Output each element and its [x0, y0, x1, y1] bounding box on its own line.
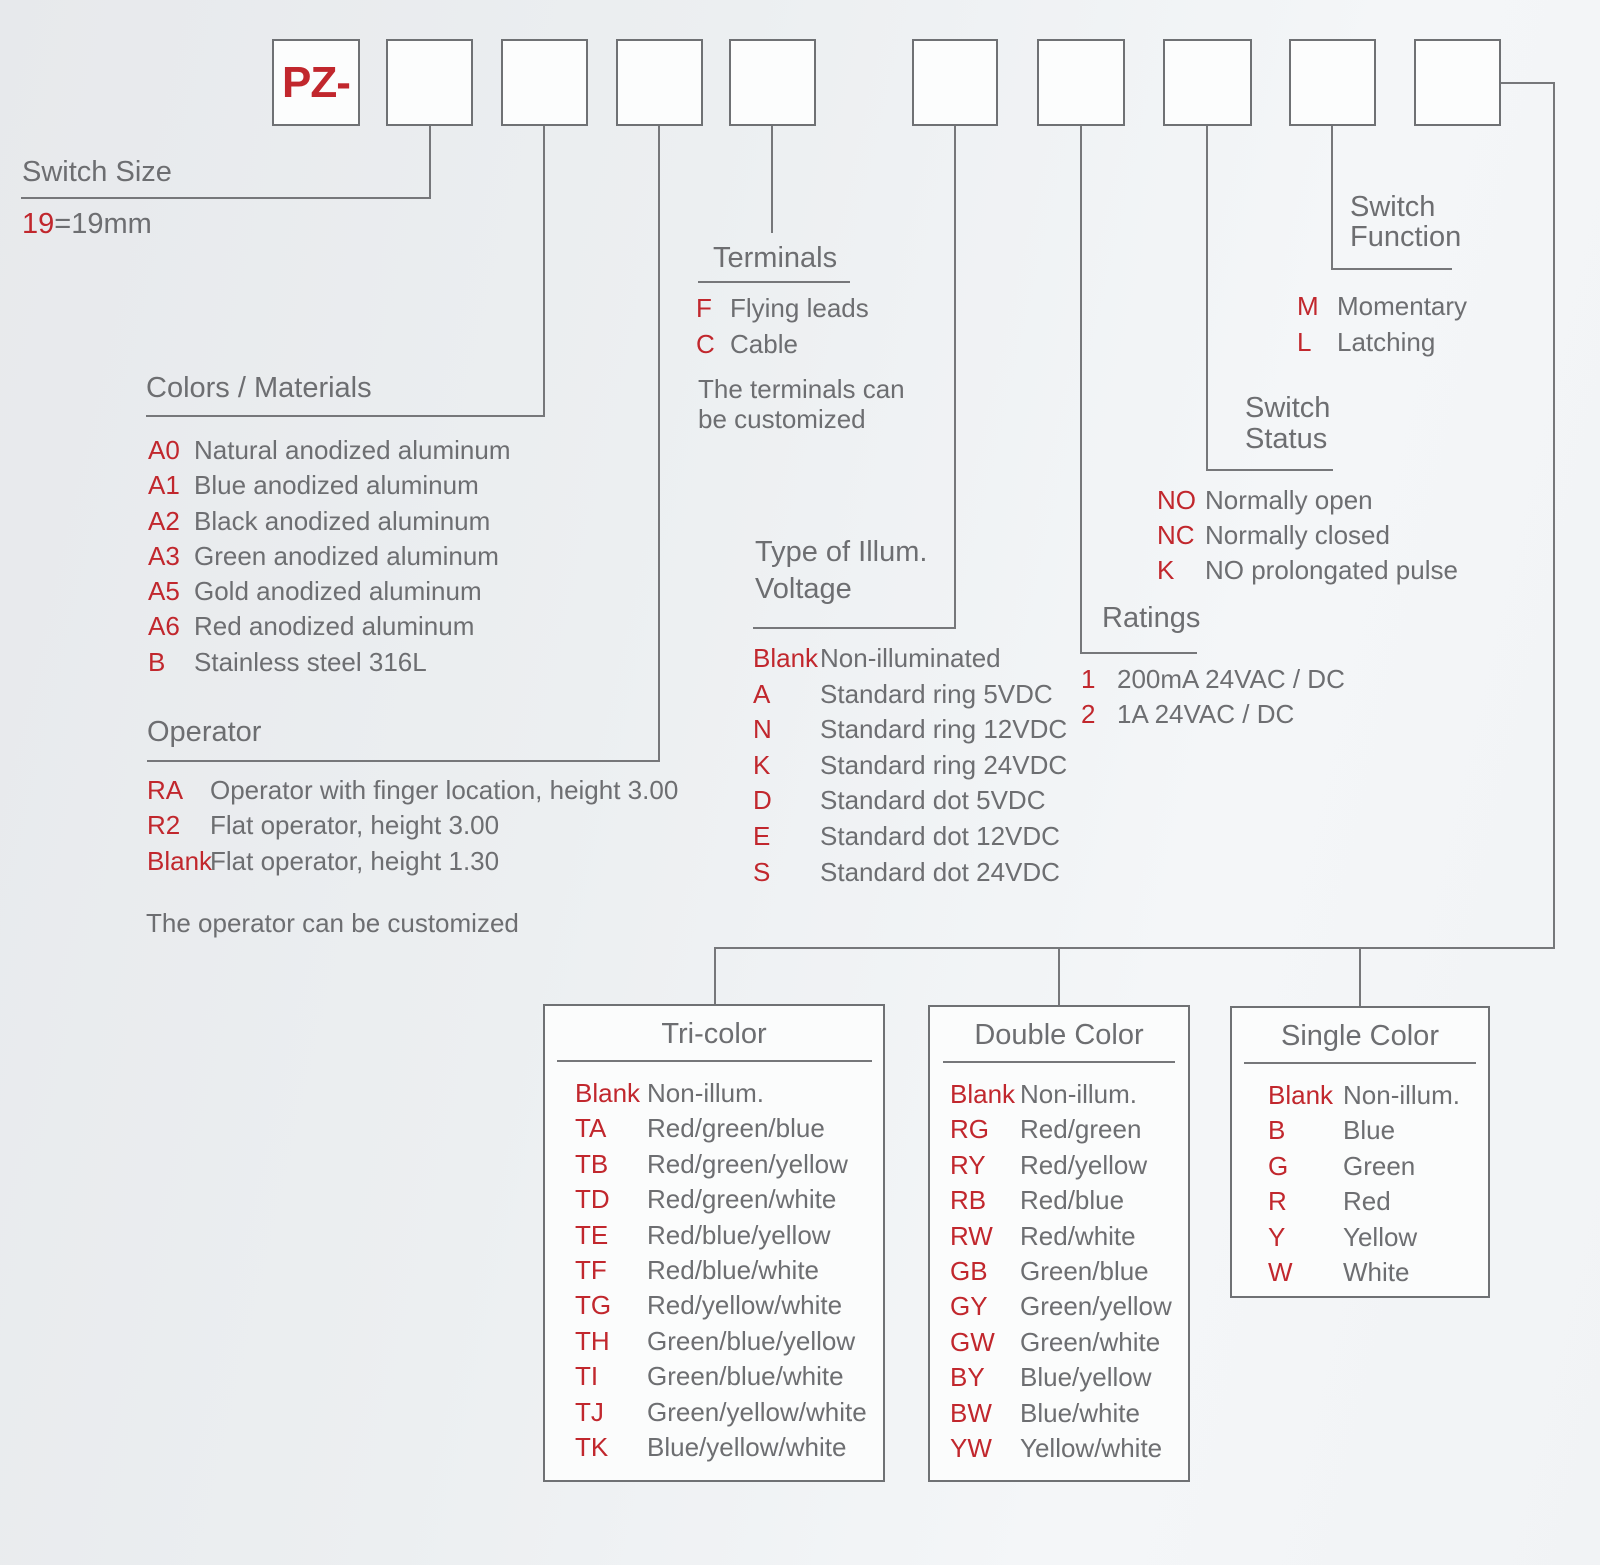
list-item — [1268, 1149, 1488, 1184]
list-item — [1157, 553, 1458, 588]
list-item — [1268, 1220, 1488, 1255]
list-item — [575, 1253, 883, 1288]
code-cell: A0 — [148, 435, 180, 465]
desc-cell: Green — [1343, 1150, 1416, 1181]
list-item — [950, 1183, 1188, 1218]
code-cell: Blank — [575, 1078, 641, 1108]
list-item — [148, 504, 511, 539]
prefix-box — [272, 39, 360, 126]
list-item — [148, 574, 511, 609]
code-cell: RG — [950, 1114, 989, 1145]
code-cell: RY — [950, 1149, 986, 1180]
code-cell: M — [1297, 291, 1319, 321]
desc-cell: Standard dot 12VDC — [820, 820, 1060, 851]
code-cell: YW — [950, 1433, 992, 1464]
code-cell: GB — [950, 1256, 988, 1287]
code-cell: BY — [950, 1362, 985, 1393]
desc-cell: Flying leads — [730, 293, 869, 323]
terminals-note-line2: be customized — [698, 404, 866, 434]
connector-color-group-right-v — [1553, 82, 1555, 949]
code-placeholder-box-7 — [1163, 39, 1252, 126]
double-color-box — [928, 1005, 1190, 1482]
single-color-title-underline — [1244, 1062, 1476, 1064]
list-item — [1157, 483, 1458, 518]
desc-cell: Green/blue/yellow — [647, 1325, 856, 1356]
desc-cell: Yellow — [1343, 1221, 1418, 1252]
list-item — [575, 1218, 883, 1253]
code-placeholder-box-5 — [912, 39, 998, 126]
desc-cell: Normally open — [1205, 485, 1373, 515]
list-item — [950, 1148, 1188, 1183]
connector-switch-size-v — [429, 126, 431, 197]
list-item — [696, 326, 869, 362]
code-cell: TH — [575, 1325, 610, 1356]
code-placeholder-box-1 — [386, 39, 473, 126]
ratings-list — [1081, 662, 1345, 731]
code-cell: E — [753, 820, 771, 851]
code-cell: R2 — [147, 810, 181, 841]
list-item — [147, 773, 678, 808]
list-item — [950, 1254, 1188, 1289]
operator-note: The operator can be customized — [146, 908, 519, 938]
code-cell: Y — [1268, 1221, 1286, 1252]
list-item — [1081, 697, 1345, 732]
list-item — [575, 1359, 883, 1394]
connector-terminals-v — [771, 126, 773, 233]
code-cell: A — [753, 678, 771, 709]
list-item — [950, 1325, 1188, 1360]
code-cell: K — [1157, 555, 1175, 586]
code-cell: TJ — [575, 1396, 604, 1427]
connector-color-group-elbow — [1501, 82, 1553, 84]
list-item — [753, 712, 1067, 748]
desc-cell: Cable — [730, 329, 798, 359]
code-cell: C — [696, 329, 715, 359]
list-item — [1268, 1113, 1488, 1148]
code-cell: R — [1268, 1186, 1287, 1217]
code-placeholder-box-2 — [501, 39, 588, 126]
code-cell: 1 — [1081, 664, 1096, 694]
connector-function-v — [1331, 126, 1333, 268]
list-item — [696, 290, 869, 326]
list-item — [575, 1395, 883, 1430]
list-item — [1268, 1184, 1488, 1219]
list-item — [148, 433, 511, 468]
terminals-title-underline — [698, 281, 850, 283]
desc-cell: Momentary — [1337, 291, 1468, 321]
desc-cell: Blue/yellow/white — [647, 1432, 847, 1463]
code-cell: TA — [575, 1113, 607, 1144]
colors-materials-title: Colors / Materials — [146, 372, 372, 404]
list-item — [1081, 662, 1345, 697]
desc-cell: Green/yellow — [1020, 1291, 1172, 1322]
desc-cell: Blue/yellow — [1020, 1362, 1152, 1393]
connector-colors-v — [543, 126, 545, 415]
code-cell: BW — [950, 1397, 992, 1428]
code-cell: 2 — [1081, 698, 1096, 729]
code-cell: RW — [950, 1220, 993, 1251]
single-color-box — [1230, 1006, 1490, 1298]
desc-cell: Non-illuminated — [820, 643, 1001, 673]
list-item — [950, 1431, 1188, 1466]
code-cell: Blank — [147, 845, 213, 876]
function-title-line1: Switch — [1350, 191, 1436, 223]
connector-tri-color-drop — [714, 947, 716, 1006]
desc-cell: Red/green/yellow — [647, 1148, 848, 1179]
tri-color-title-underline — [557, 1060, 872, 1062]
desc-cell: Non-illum. — [1343, 1080, 1461, 1110]
code-cell: Blank — [950, 1079, 1016, 1109]
desc-cell: NO prolongated pulse — [1205, 555, 1458, 586]
list-item — [950, 1219, 1188, 1254]
connector-single-color-drop — [1359, 947, 1361, 1008]
list-item — [753, 748, 1067, 784]
connector-color-group-bottom-h — [714, 947, 1555, 949]
desc-cell: Blue anodized aluminum — [194, 470, 479, 501]
code-cell: N — [753, 714, 772, 745]
desc-cell: Standard ring 5VDC — [820, 678, 1053, 709]
code-placeholder-box-6 — [1037, 39, 1125, 126]
list-item — [148, 468, 511, 503]
desc-cell: Red/green/blue — [647, 1113, 825, 1144]
desc-cell: Gold anodized aluminum — [194, 576, 482, 607]
tri-color-list — [545, 1076, 883, 1465]
list-item — [1268, 1255, 1488, 1290]
code-cell: A6 — [148, 611, 180, 642]
desc-cell: Green anodized aluminum — [194, 540, 499, 571]
code-cell: TF — [575, 1255, 607, 1286]
code-cell: TE — [575, 1219, 609, 1250]
desc-cell: Stainless steel 316L — [194, 646, 427, 677]
connector-operator-v — [658, 126, 660, 760]
connector-operator-h — [147, 760, 660, 762]
connector-double-color-drop — [1058, 947, 1060, 1007]
list-item — [148, 645, 511, 680]
operator-title: Operator — [147, 716, 262, 748]
function-title-underline — [1331, 268, 1452, 270]
list-item — [1297, 324, 1467, 360]
list-item — [575, 1288, 883, 1323]
code-placeholder-box-9 — [1414, 39, 1501, 126]
list-item — [575, 1324, 883, 1359]
desc-cell: Green/white — [1020, 1326, 1161, 1357]
double-color-title: Double Color — [974, 1019, 1144, 1051]
code-cell: GY — [950, 1291, 988, 1322]
connector-illumination-v — [954, 126, 956, 627]
list-item — [753, 819, 1067, 855]
function-title — [1350, 192, 1461, 252]
terminals-note — [698, 374, 905, 434]
status-title-underline — [1206, 469, 1333, 471]
terminals-list — [696, 290, 869, 362]
code-cell: W — [1268, 1257, 1293, 1288]
list-item — [575, 1076, 883, 1111]
list-item — [148, 609, 511, 644]
connector-ratings-v — [1080, 126, 1082, 652]
code-placeholder-box-8 — [1289, 39, 1376, 126]
code-cell: GW — [950, 1326, 995, 1357]
desc-cell: Operator with finger location, height 3.00 — [210, 775, 679, 805]
desc-cell: 1A 24VAC / DC — [1117, 698, 1295, 729]
list-item — [1157, 518, 1458, 553]
tri-color-box — [543, 1004, 885, 1482]
desc-cell: Red/blue — [1020, 1185, 1125, 1216]
switch-size-code: 19 — [22, 208, 55, 240]
operator-list — [147, 773, 678, 879]
list-item — [950, 1360, 1188, 1395]
desc-cell: Red/blue/yellow — [647, 1219, 831, 1250]
prefix-label: PZ- — [282, 57, 350, 107]
list-item — [575, 1430, 883, 1465]
code-cell: A5 — [148, 576, 180, 607]
desc-cell: Yellow/white — [1020, 1433, 1163, 1464]
switch-size-desc: =19mm — [54, 208, 152, 240]
desc-cell: Red/green/white — [647, 1184, 837, 1215]
desc-cell: Red anodized aluminum — [194, 611, 475, 642]
desc-cell: Standard dot 24VDC — [820, 856, 1060, 887]
code-cell: Blank — [1268, 1080, 1334, 1110]
colors-materials-list — [148, 433, 511, 680]
connector-switch-size-h — [21, 197, 431, 199]
function-title-line2: Function — [1350, 221, 1462, 253]
double-color-list — [930, 1077, 1188, 1466]
list-item — [1268, 1078, 1488, 1113]
list-item — [575, 1147, 883, 1182]
code-cell: S — [753, 856, 771, 887]
single-color-list — [1232, 1078, 1488, 1290]
list-item — [753, 855, 1067, 891]
code-cell: NC — [1157, 520, 1195, 551]
list-item — [575, 1111, 883, 1146]
switch-size-value — [22, 208, 152, 241]
list-item — [147, 844, 678, 879]
illumination-title-line1: Type of Illum. — [755, 536, 928, 568]
desc-cell: Flat operator, height 1.30 — [210, 845, 500, 876]
illumination-title-line2: Voltage — [755, 573, 852, 605]
desc-cell: Flat operator, height 3.00 — [210, 810, 500, 841]
list-item — [753, 641, 1067, 677]
ratings-title-underline — [1080, 652, 1197, 654]
code-cell: L — [1297, 327, 1312, 357]
illumination-title — [755, 534, 927, 608]
double-color-title-underline — [943, 1061, 1175, 1063]
code-cell: G — [1268, 1150, 1289, 1181]
desc-cell: Red/green — [1020, 1114, 1142, 1145]
desc-cell: Red — [1343, 1186, 1391, 1217]
desc-cell: Latching — [1337, 327, 1436, 357]
code-cell: RB — [950, 1185, 987, 1216]
desc-cell: Black anodized aluminum — [194, 505, 491, 536]
list-item — [950, 1396, 1188, 1431]
code-cell: TG — [575, 1290, 612, 1321]
list-item — [950, 1112, 1188, 1147]
desc-cell: Standard dot 5VDC — [820, 785, 1046, 816]
status-title — [1245, 393, 1330, 455]
code-cell: B — [1268, 1115, 1286, 1146]
desc-cell: Natural anodized aluminum — [194, 435, 511, 465]
terminals-note-line1: The terminals can — [698, 374, 905, 404]
desc-cell: Non-illum. — [1020, 1079, 1138, 1109]
code-cell: D — [753, 785, 772, 816]
desc-cell: Red/white — [1020, 1220, 1136, 1251]
list-item — [147, 808, 678, 843]
code-cell: K — [753, 749, 771, 780]
illumination-list — [753, 641, 1067, 890]
desc-cell: Standard ring 12VDC — [820, 714, 1068, 745]
code-cell: A1 — [148, 470, 180, 501]
connector-status-v — [1206, 126, 1208, 469]
single-color-title: Single Color — [1281, 1020, 1439, 1052]
code-placeholder-box-4 — [729, 39, 816, 126]
list-item — [950, 1077, 1188, 1112]
tri-color-title: Tri-color — [661, 1018, 767, 1050]
status-list — [1157, 483, 1458, 589]
list-item — [950, 1289, 1188, 1324]
code-cell: TD — [575, 1184, 610, 1215]
code-cell: B — [148, 646, 166, 677]
desc-cell: Normally closed — [1205, 520, 1390, 551]
desc-cell: Blue/white — [1020, 1397, 1140, 1428]
desc-cell: Red/yellow — [1020, 1149, 1148, 1180]
code-cell: TB — [575, 1148, 609, 1179]
desc-cell: Green/yellow/white — [647, 1396, 867, 1427]
desc-cell: Green/blue/white — [647, 1361, 844, 1392]
status-title-line1: Switch — [1245, 392, 1331, 424]
ratings-title: Ratings — [1102, 602, 1201, 634]
desc-cell: Standard ring 24VDC — [820, 749, 1068, 780]
list-item — [753, 783, 1067, 819]
desc-cell: Red/yellow/white — [647, 1290, 843, 1321]
code-cell: A3 — [148, 540, 180, 571]
list-item — [148, 539, 511, 574]
list-item — [1297, 288, 1467, 324]
code-cell: RA — [147, 775, 184, 805]
desc-cell: 200mA 24VAC / DC — [1117, 664, 1345, 694]
terminals-title: Terminals — [713, 242, 838, 274]
code-cell: TK — [575, 1432, 609, 1463]
list-item — [575, 1182, 883, 1217]
code-cell: F — [696, 293, 712, 323]
desc-cell: Green/blue — [1020, 1256, 1149, 1287]
switch-size-title: Switch Size — [22, 156, 172, 188]
desc-cell: White — [1343, 1257, 1410, 1288]
desc-cell: Non-illum. — [647, 1078, 765, 1108]
list-item — [753, 677, 1067, 713]
code-cell: A2 — [148, 505, 180, 536]
function-list — [1297, 288, 1467, 360]
connector-illumination-h — [753, 627, 956, 629]
status-title-line2: Status — [1245, 423, 1328, 455]
desc-cell: Blue — [1343, 1115, 1396, 1146]
desc-cell: Red/blue/white — [647, 1255, 819, 1286]
connector-colors-h — [146, 415, 545, 417]
code-cell: Blank — [753, 643, 819, 673]
code-cell: NO — [1157, 485, 1196, 515]
code-cell: TI — [575, 1361, 599, 1392]
code-placeholder-box-3 — [616, 39, 703, 126]
